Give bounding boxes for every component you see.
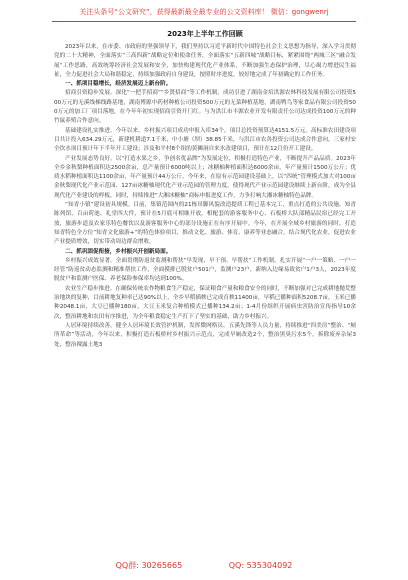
banner-text: 关注头条号“公文研究”，获得最新最全最专业的公文资料库！ 微信：gongwenrj bbox=[79, 8, 329, 16]
section-heading: 二、抓巩固促衔接，乡村振兴开创新局面。 bbox=[65, 248, 172, 255]
body-paragraph: 招商引资稳步发展。深化“一把手招商”“乡贤招商”等工作机制，成功引进了湖南金培洪源农林科技发展有限公司投资500万元的无溪线梯线路基地，湖南博源中药材种植公司投资500万元的无菜种植基地，湖南鸭鸟等家食品有限公司投资500万元的加工厂项目落地，在今年年初实现招商引资开门红。与为洪江市丰源农业开发有限责任公司达成投资100万元的种竹鼠养殖合作意向。 bbox=[54, 90, 356, 125]
paragraph-list bbox=[54, 43, 356, 350]
body-paragraph: 2023年以来，在市委、市政府的坚强领导下，我们坚持以习近平新时代中国特色社会主义思想为指导，深入学习贯彻党的二十大精神，全面落实“三高四新”战略定位和使命任务，全面落实“五新四城”战略目标，紧紧围绕“两城三区”融合发展“工作思路，高效统筹经济社会发展和安全，加快构建现代化产业体系，不断加强生态保护治理，尽心竭力增进民生福祉，全力促进社会大局和谐稳定，持续加强政府自身建设，按照时序进度，较好地完成了年初确定的工作任务。 bbox=[54, 44, 356, 78]
body-paragraph: 人居环境持续改善。健全人居环境长效管护机制，发挥微网格员、五溪先锋等人员力量，持续推进“四美房”整治、“厕所革命”等活动，今年以来，积极打造石板桥村乡村振兴示范点，完成旱厕改造2个，整治黑臭污水5个，拆除废弃杂屋3处，整治裸露土地3 bbox=[54, 322, 356, 348]
footer-contact bbox=[0, 560, 408, 572]
body-paragraph: “知青小镇”建设初具规模。目前，集镇范围内的21栋吊脚风貌改造提质工程已基本完工，重点打造的公共设施、知青陈列馆、百亩荷池、礼堂四大件，预计在5月底可相继开放，相配套的游客服务中心、石板桥大队部精品民宿已经完工开放，旅游步道及农家乐特色餐饮以及游客服务中心的部分设施正在有序开展中。今年，在开展全域乡村旅游的同时，打造知青特色全方位“知青文化旅游+”的特色体验项目，推动文化、旅游、体育、康养等业态融合，结合现代化农业，促进农业产业提质增效，切实带动周边群众增收。 bbox=[54, 202, 356, 246]
body-paragraph: 农业生产稳步推进。在确保传统农作物粮食生产稳定，保证粮食产量和粮食安全的同时，不断加强对已完成耕地抛荒整治地块的复种，目前耕地复种率已达90%以上，全乡早稻插秧已完成育秧11400亩，早稻已播种面积5208.7亩，玉米已播种2048.1亩，大豆已播种180亩，大豆玉米复合种植模式已播种134.2亩；1-4月份组织开展病虫害防治宣传指导10余次，整治耕地和农田有序推进，为全年粮食稳定生产打下了坚实的基础，助力乡村振兴。 bbox=[54, 285, 356, 320]
body-paragraph: 乡村振兴成效显著。全面贯彻防返贫监测和帮扶“早发现、早干预、早帮扶”工作机制，扎实开展“一户一策略、一户一经管”防返贫动态监测和精准帮扶工作，全面摸排已脱贫户501户，监测户23户，新纳入边缘易致贫户1户3人，2023年度脱贫户和监测户医保、养老保险参保率均达到100%。 bbox=[54, 257, 356, 283]
document-title: 2023年上半年工作回顾 bbox=[167, 30, 243, 38]
section-heading: 一、抓项目稳增长，经济发展迈上新台阶。 bbox=[65, 81, 172, 88]
body-paragraph: 基础建设扎实推进。今年以来，乡村振兴项目成功申报入库34个，项目总投资预算达4151.5万元。高标准农田建设项目共计投入634.29万元，新建机耕道7.1千米，中小塘（坝）38.85千米，与洪江市农各投资公司达成合作意向，三家村安全饮水项目预计年下半年开工建设；涉及和平村8个组的黄狮洞自来水改建项目，预计在12月份开工建设。 bbox=[54, 127, 356, 153]
footer-qq-number: QQ: 535304092 bbox=[228, 561, 293, 570]
body-paragraph: 产业发展态势良好。以“打造水果之乡，争创名优品牌”为发展定位，积极打造特色产业，不断提升产品品质。2023年全乡金秋梨种植面积达2500余亩，总产量预计6000吨以上；冰糖柚种植面积达6000余亩，年产量预计1500万公斤；优质水稻种植面积达1100余亩，年产量预计44万公斤。今年来，在原有示范园建设基础上，以“四统”管理模式加大对100亩金秋梨现代化产业示范园、127亩冰糖柚现代化产业示范园的管理力度，使得现代产业示范园建设继续上新台阶，成为全县现代化产业建设的样板，同时，持续推进“大湘冰糖柚”商标申报进度工作，力争打响大湘冰糖柚特色品牌。 bbox=[54, 155, 356, 199]
banner-divider bbox=[52, 21, 356, 22]
footer-qq-group: QQ群: 30265665 bbox=[115, 561, 183, 570]
header-banner bbox=[0, 6, 408, 18]
document-body bbox=[54, 28, 356, 350]
